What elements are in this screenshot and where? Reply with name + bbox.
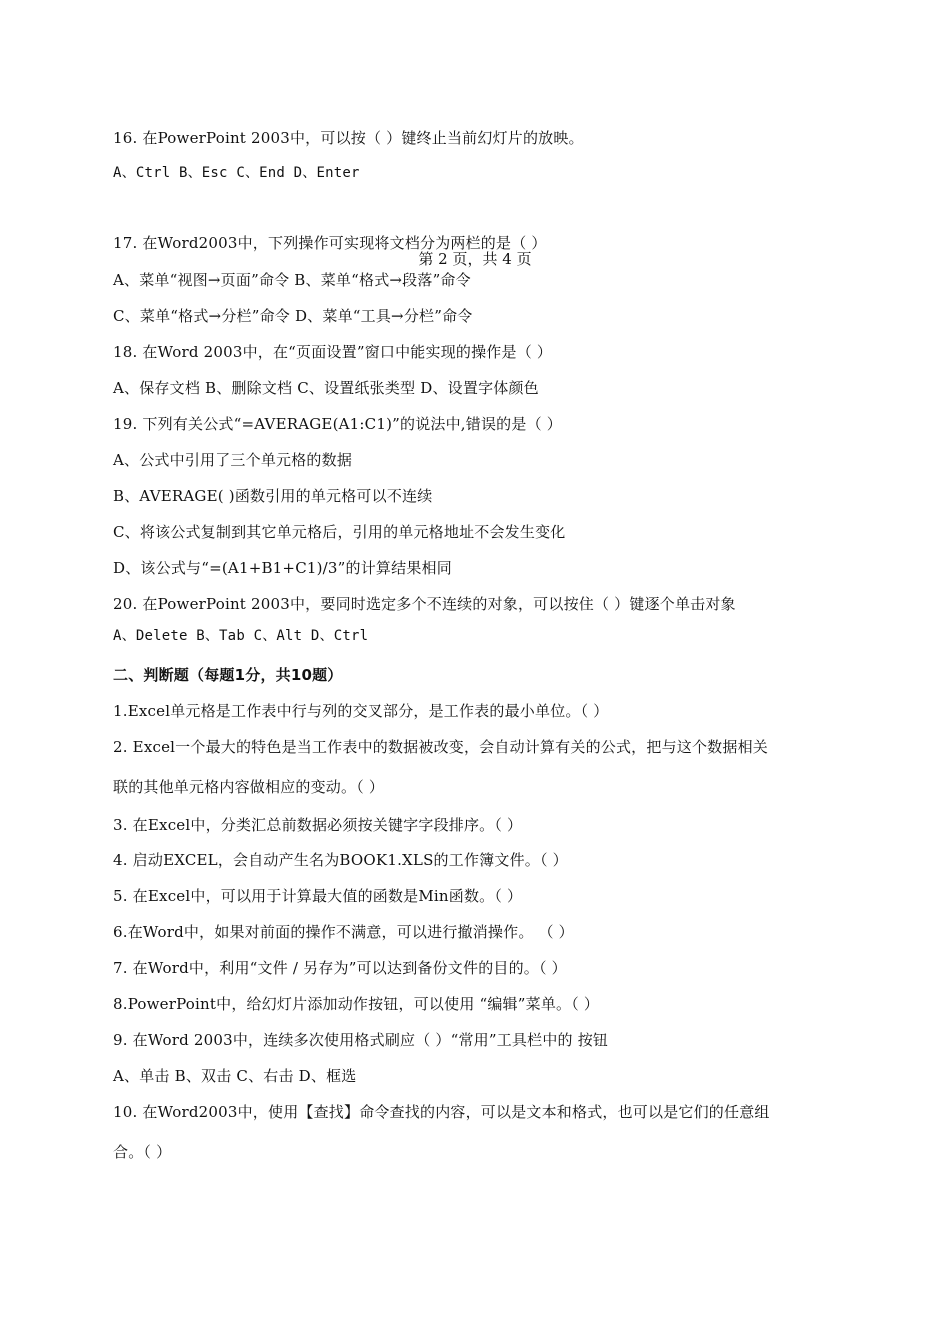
page-footer: 第 2 页，共 4 页 bbox=[418, 250, 532, 268]
question-17: 17. 在Word2003中，下列操作可实现将文档分为两栏的是（ ） bbox=[113, 234, 547, 252]
judgement-6: 6.在Word中，如果对前面的操作不满意，可以进行撤消操作。 （ ） bbox=[113, 923, 574, 941]
judgement-9: 9. 在Word 2003中，连续多次使用格式刷应（ ）“常用”工具栏中的 按钮 bbox=[113, 1031, 609, 1049]
judgement-8: 8.PowerPoint中，给幻灯片添加动作按钮，可以使用 “编辑”菜单。（ ） bbox=[113, 995, 600, 1013]
question-20: 20. 在PowerPoint 2003中，要同时选定多个不连续的对象，可以按住（ ）键逐个单击对象 bbox=[113, 595, 736, 613]
question-17-options-2: C、菜单“格式→分栏”命令 D、菜单“工具→分栏”命令 bbox=[113, 307, 473, 325]
question-19-option-c: C、将该公式复制到其它单元格后，引用的单元格地址不会发生变化 bbox=[113, 523, 566, 541]
judgement-9-options: A、单击 B、双击 C、右击 D、框选 bbox=[113, 1067, 357, 1085]
judgement-2-line-2: 联的其他单元格内容做相应的变动。（ ） bbox=[113, 778, 385, 796]
question-19-option-b: B、AVERAGE( )函数引用的单元格可以不连续 bbox=[113, 487, 433, 505]
question-18: 18. 在Word 2003中，在“页面设置”窗口中能实现的操作是（ ） bbox=[113, 343, 553, 361]
question-18-options: A、保存文档 B、删除文档 C、设置纸张类型 D、设置字体颜色 bbox=[113, 379, 539, 397]
judgement-10-line-1: 10. 在Word2003中，使用【查找】命令查找的内容，可以是文本和格式，也可以是它们的任意组 bbox=[113, 1103, 770, 1121]
judgement-7: 7. 在Word中，利用“文件 / 另存为”可以达到备份文件的目的。（ ） bbox=[113, 959, 567, 977]
question-16: 16. 在PowerPoint 2003中，可以按（ ）键终止当前幻灯片的放映。 bbox=[113, 129, 584, 147]
question-16-options: A、Ctrl B、Esc C、End D、Enter bbox=[113, 165, 360, 181]
question-20-options: A、Delete B、Tab C、Alt D、Ctrl bbox=[113, 628, 369, 644]
judgement-2-line-1: 2. Excel一个最大的特色是当工作表中的数据被改变，会自动计算有关的公式，把与这个数据相关 bbox=[113, 738, 768, 756]
judgement-5: 5. 在Excel中，可以用于计算最大值的函数是Min函数。（ ） bbox=[113, 887, 523, 905]
judgement-1: 1.Excel单元格是工作表中行与列的交叉部分，是工作表的最小单位。（ ） bbox=[113, 702, 609, 720]
question-19: 19. 下列有关公式“=AVERAGE(A1:C1)”的说法中,错误的是（ ） bbox=[113, 415, 562, 433]
judgement-10-line-2: 合。（ ） bbox=[113, 1143, 172, 1161]
judgement-4: 4. 启动EXCEL，会自动产生名为BOOK1.XLS的工作簿文件。（ ） bbox=[113, 851, 568, 869]
question-19-option-a: A、公式中引用了三个单元格的数据 bbox=[113, 451, 353, 469]
judgement-3: 3. 在Excel中，分类汇总前数据必须按关键字字段排序。（ ） bbox=[113, 816, 523, 834]
question-19-option-d: D、该公式与“=(A1+B1+C1)/3”的计算结果相同 bbox=[113, 559, 452, 577]
question-17-options-1: A、菜单“视图→页面”命令 B、菜单“格式→段落”命令 bbox=[113, 271, 471, 289]
section-heading: 二、判断题（每题1分，共10题） bbox=[113, 666, 343, 684]
